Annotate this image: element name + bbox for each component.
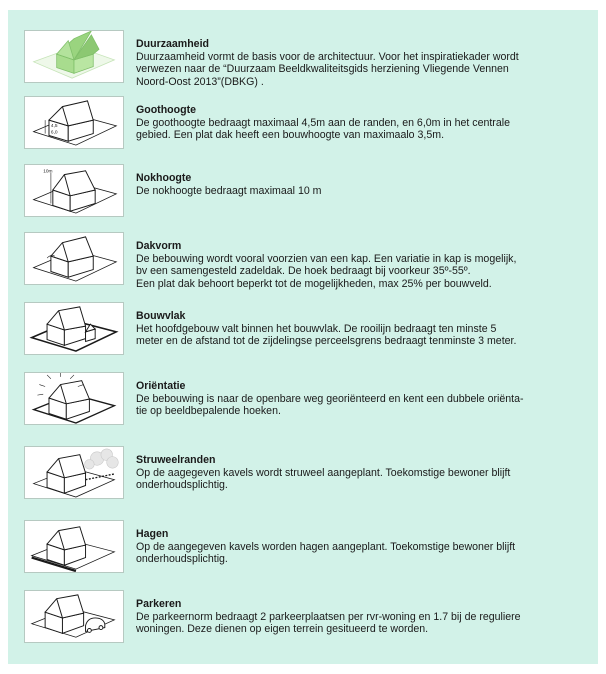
guideline-title: Parkeren <box>136 598 182 610</box>
guideline-body: De bebouwing is naar de openbare weg georiënteerd en kent een dubbele oriënta- tie op beeldbepalende hoeken. <box>136 392 524 418</box>
house-ridge-height-icon <box>24 164 124 217</box>
guideline-title: Dakvorm <box>136 240 182 252</box>
ridge-height-label: 10m <box>43 169 53 175</box>
house-eaves-height-icon <box>24 96 124 149</box>
guideline-title: Duurzaamheid <box>136 38 209 50</box>
guideline-title: Struweelranden <box>136 454 216 466</box>
guideline-body: De goothoogte bedraagt maximaal 4,5m aan de randen, en 6,0m in het centrale gebied. Een plat dak heeft een bouwhoogte van maximaalo 3,5m. <box>136 116 510 142</box>
shrub-border-icon <box>24 446 124 499</box>
guideline-body: De parkeernorm bedraagt 2 parkeerplaatsen per rvr-woning en 1.7 bij de reguliere woningen. Deze dienen op eigen terrein gesitueerd te worden. <box>136 610 521 636</box>
guidelines-panel <box>8 10 598 664</box>
building-plot-icon <box>24 302 124 355</box>
guideline-body: Op de aagegeven kavels wordt struweel aangeplant. Toekomstige bewoner blijft onderhoudsplichtig. <box>136 466 511 492</box>
orientation-sun-icon <box>24 372 124 425</box>
guideline-body: Duurzaamheid vormt de basis voor de architectuur. Voor het inspiratiekader wordt verwezen naar de “Duurzaam Beeldkwaliteitsgids herziening Vliegende Vennen Noord-Oost 2013”(DBKG) . <box>136 50 519 88</box>
parking-car-icon <box>24 590 124 643</box>
guideline-body: Het hoofdgebouw valt binnen het bouwvlak. De rooilijn bedraagt ten minste 5 meter en de afstand tot de zijdelingse perceelsgrens bedraagt tenminste 3 meter. <box>136 322 517 348</box>
guideline-body: De nokhoogte bedraagt maximaal 10 m <box>136 184 322 197</box>
guideline-body: Op de aangegeven kavels worden hagen aangeplant. Toekomstige bewoner blijft onderhoudsplichtig. <box>136 540 516 566</box>
svg-text:6,0: 6,0 <box>50 130 58 136</box>
roof-shape-icon <box>24 232 124 285</box>
hedge-icon <box>24 520 124 573</box>
svg-text:4,5: 4,5 <box>50 123 58 129</box>
guideline-title: Nokhoogte <box>136 172 192 184</box>
guideline-body: De bebouwing wordt vooral voorzien van een kap. Een variatie in kap is mogelijk, bv een samengesteld zadeldak. De hoek bedraagt bij voorkeur 35º-55º. Een plat dak behoort beperkt tot de mogelijkheden, max 25% per bouwveld. <box>136 252 517 290</box>
guideline-title: Bouwvlak <box>136 310 186 322</box>
guideline-title: Oriëntatie <box>136 380 186 392</box>
guideline-title: Hagen <box>136 528 169 540</box>
guideline-title: Goothoogte <box>136 104 197 116</box>
green-house-icon <box>24 30 124 83</box>
